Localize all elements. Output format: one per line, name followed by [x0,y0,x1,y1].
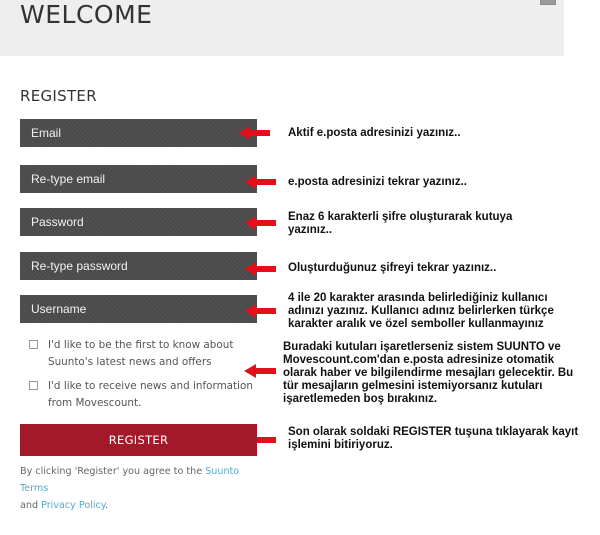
terms-notice [20,463,270,514]
register-button[interactable]: REGISTER [20,424,257,456]
privacy-policy-link[interactable]: Privacy Policy [41,500,106,511]
news-offers-label: I'd like to be the first to know about Suunto's latest news and offers [48,339,234,368]
news-offers-option[interactable] [29,337,258,371]
annotation-password: Enaz 6 karakterli şifre oluşturarak kutuya yazınız.. [288,211,513,236]
terms-suffix: . [105,500,109,511]
movescount-news-label: I'd like to receive news and information from Movescount. [48,380,253,409]
retype-email-input[interactable] [20,165,257,193]
minimize-icon[interactable] [540,0,556,5]
password-input[interactable] [20,208,257,236]
suunto-terms-link[interactable]: Suunto Terms [20,466,240,494]
news-offers-checkbox[interactable] [29,340,38,349]
annotation-username: 4 ile 20 karakter arasında belirlediğiniz kullanıcı adınızı yazınız. Kullanıcı adınız belirlerken türkçe karakter aralık ve özel semboller kullanmayınız [288,292,554,330]
page-title: WELCOME [20,0,153,29]
username-input[interactable] [20,295,257,323]
movescount-news-checkbox[interactable] [29,381,38,390]
arrow-left-icon [244,175,276,189]
arrow-left-icon [244,262,276,276]
annotation-retype-password: Oluşturduğunuz şifreyi tekrar yazınız.. [288,262,497,274]
email-input[interactable] [20,119,257,147]
annotation-register: Son olarak soldaki REGISTER tuşuna tıklayarak kayıt işlemini bitiriyoruz. [288,426,579,451]
register-heading: REGISTER [20,87,97,105]
retype-password-input[interactable] [20,252,257,280]
terms-prefix: By clicking 'Register' you agree to the [20,466,203,477]
arrow-left-icon [238,126,270,140]
annotation-checkboxes: Buradaki kutuları işaretlerseniz sistem SUUNTO ve Movescount.com'dan e.posta adresinize otomatik olarak haber ve bilgilendirme mesajları gelecektir. Bu tür mesajların gelmesini istemiyorsanız kutuları işaretlemeden boş bırakınız. [283,341,574,405]
terms-and: and [20,500,39,511]
annotation-retype-email: e.posta adresinizi tekrar yazınız.. [288,176,467,188]
movescount-news-option[interactable] [29,378,258,412]
annotation-email: Aktif e.posta adresinizi yazınız.. [288,127,461,139]
arrow-left-icon [244,304,276,318]
arrow-left-icon [244,216,276,230]
